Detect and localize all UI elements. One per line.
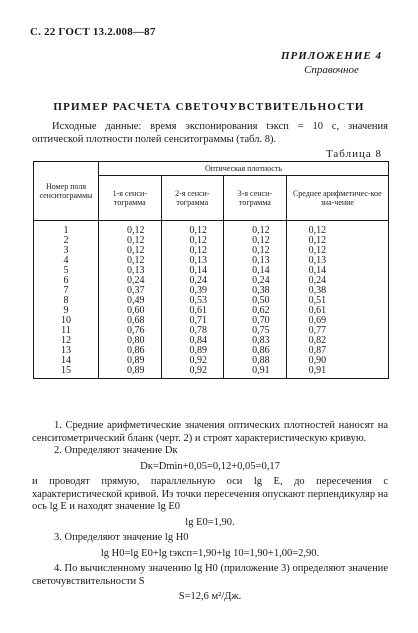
col-header-sensitogram-1: 1-я сенси-тограмма — [99, 176, 162, 221]
cell-density: 0,12 — [286, 221, 388, 237]
cell-density: 0,12 — [99, 246, 162, 256]
cell-density: 0,80 — [99, 336, 162, 346]
cell-field-number: 7 — [34, 286, 99, 296]
cell-density: 0,12 — [99, 236, 162, 246]
cell-density: 0,12 — [224, 236, 287, 246]
appendix-label — [281, 50, 382, 76]
equation-dk: Dк=Dmin+0,05=0,12+0,05=0,17 — [140, 460, 280, 472]
cell-density: 0,39 — [161, 286, 224, 296]
cell-density: 0,12 — [286, 246, 388, 256]
cell-density: 0,12 — [224, 246, 287, 256]
col-header-sensitogram-2: 2-я сенси-тограмма — [161, 176, 224, 221]
appendix-subtitle: Справочное — [304, 64, 359, 76]
cell-density: 0,49 — [99, 296, 162, 306]
cell-density: 0,53 — [161, 296, 224, 306]
table-row — [34, 326, 389, 336]
cell-field-number: 15 — [34, 366, 99, 379]
cell-density: 0,89 — [161, 346, 224, 356]
equation-lg-h0: lg H0=lg E0+lg tэксп=1,90+lg 10=1,90+1,00=2,90. — [100, 547, 320, 559]
intro-paragraph — [32, 120, 388, 146]
table-caption: Таблица 8 — [325, 148, 382, 160]
cell-density: 0,82 — [286, 336, 388, 346]
col-header-group: Оптическая плотность — [99, 162, 389, 176]
appendix-title: ПРИЛОЖЕНИЕ 4 — [280, 50, 382, 62]
cell-field-number: 10 — [34, 316, 99, 326]
section-heading: ПРИМЕР РАСЧЕТА СВЕТОЧУВСТВИТЕЛЬНОСТИ — [53, 101, 365, 113]
cell-density: 0,62 — [224, 306, 287, 316]
cell-density: 0,24 — [224, 276, 287, 286]
cell-density: 0,37 — [99, 286, 162, 296]
cell-density: 0,14 — [161, 266, 224, 276]
table-row — [34, 366, 389, 379]
cell-field-number: 6 — [34, 276, 99, 286]
paragraph-3: и проводят прямую, параллельную оси lg E, до пересечения с характеристической кривой. Из точки пересечения опускают перпендикуляр на ось lg E и находят значение lg E0 — [32, 476, 388, 512]
table-body — [34, 221, 389, 379]
cell-density: 0,38 — [224, 286, 287, 296]
cell-density: 0,88 — [224, 356, 287, 366]
cell-density: 0,75 — [224, 326, 287, 336]
table-row — [34, 246, 389, 256]
equation-s: S=12,6 м²/Дж. — [178, 591, 242, 602]
cell-density: 0,87 — [286, 346, 388, 356]
cell-density: 0,77 — [286, 326, 388, 336]
cell-density: 0,91 — [224, 366, 287, 379]
cell-density: 0,12 — [99, 221, 162, 237]
cell-density: 0,14 — [286, 266, 388, 276]
cell-field-number: 14 — [34, 356, 99, 366]
paragraph-1: 1. Средние арифметические значения оптических плотностей наносят на сенситометрический бланк (черт. 2) и строят характеристическую кривую. — [32, 420, 388, 444]
cell-field-number: 8 — [34, 296, 99, 306]
cell-density: 0,70 — [224, 316, 287, 326]
cell-density: 0,14 — [224, 266, 287, 276]
cell-density: 0,13 — [286, 256, 388, 266]
cell-density: 0,38 — [286, 286, 388, 296]
table-row — [34, 221, 389, 237]
cell-field-number: 2 — [34, 236, 99, 246]
table-row — [34, 346, 389, 356]
col-header-field-number: Номер поля сенситограммы — [34, 162, 99, 221]
cell-density: 0,90 — [286, 356, 388, 366]
cell-density: 0,13 — [161, 256, 224, 266]
table-row — [34, 316, 389, 326]
table-row — [34, 306, 389, 316]
cell-density: 0,68 — [99, 316, 162, 326]
cell-density: 0,60 — [99, 306, 162, 316]
table-row — [34, 266, 389, 276]
paragraph-5: 4. По вычисленному значению lg H0 (приложение 3) определяют значение светочувствительности S — [32, 563, 388, 587]
body-text — [32, 420, 388, 607]
cell-field-number: 13 — [34, 346, 99, 356]
cell-density: 0,24 — [286, 276, 388, 286]
table-row — [34, 276, 389, 286]
cell-density: 0,89 — [99, 366, 162, 379]
cell-field-number: 12 — [34, 336, 99, 346]
cell-density: 0,84 — [161, 336, 224, 346]
cell-density: 0,91 — [286, 366, 388, 379]
page-header: С. 22 ГОСТ 13.2.008—87 — [30, 26, 156, 38]
cell-density: 0,12 — [224, 221, 287, 237]
cell-density: 0,13 — [99, 266, 162, 276]
cell-density: 0,92 — [161, 366, 224, 379]
cell-density: 0,50 — [224, 296, 287, 306]
cell-density: 0,78 — [161, 326, 224, 336]
paragraph-4: 3. Определяют значение lg H0 — [54, 532, 189, 543]
cell-field-number: 5 — [34, 266, 99, 276]
cell-density: 0,89 — [99, 356, 162, 366]
table-row — [34, 296, 389, 306]
equation-lg-e0: lg E0=1,90. — [185, 516, 235, 528]
cell-density: 0,12 — [161, 246, 224, 256]
cell-density: 0,13 — [224, 256, 287, 266]
density-table — [33, 161, 389, 379]
cell-density: 0,51 — [286, 296, 388, 306]
table-row — [34, 286, 389, 296]
cell-density: 0,76 — [99, 326, 162, 336]
cell-density: 0,12 — [161, 221, 224, 237]
cell-density: 0,92 — [161, 356, 224, 366]
cell-field-number: 11 — [34, 326, 99, 336]
table-row — [34, 336, 389, 346]
cell-density: 0,86 — [99, 346, 162, 356]
cell-density: 0,69 — [286, 316, 388, 326]
col-header-mean: Среднее арифметичес-кое зна-чение — [286, 176, 388, 221]
cell-density: 0,12 — [161, 236, 224, 246]
cell-density: 0,24 — [99, 276, 162, 286]
col-header-sensitogram-3: 3-я сенси-тограмма — [224, 176, 287, 221]
table-row — [34, 256, 389, 266]
cell-field-number: 4 — [34, 256, 99, 266]
cell-density: 0,12 — [99, 256, 162, 266]
cell-density: 0,86 — [224, 346, 287, 356]
table-row — [34, 356, 389, 366]
cell-field-number: 1 — [34, 221, 99, 237]
cell-density: 0,61 — [286, 306, 388, 316]
paragraph-2: 2. Определяют значение Dк — [54, 445, 178, 456]
cell-density: 0,12 — [286, 236, 388, 246]
cell-density: 0,83 — [224, 336, 287, 346]
cell-field-number: 9 — [34, 306, 99, 316]
cell-field-number: 3 — [34, 246, 99, 256]
table-row — [34, 236, 389, 246]
cell-density: 0,61 — [161, 306, 224, 316]
cell-density: 0,24 — [161, 276, 224, 286]
intro-text: Исходные данные: время экспонирования tэксп = 10 с, значения оптической плотности полей сенситограммы (табл. 8). — [32, 121, 388, 145]
cell-density: 0,71 — [161, 316, 224, 326]
